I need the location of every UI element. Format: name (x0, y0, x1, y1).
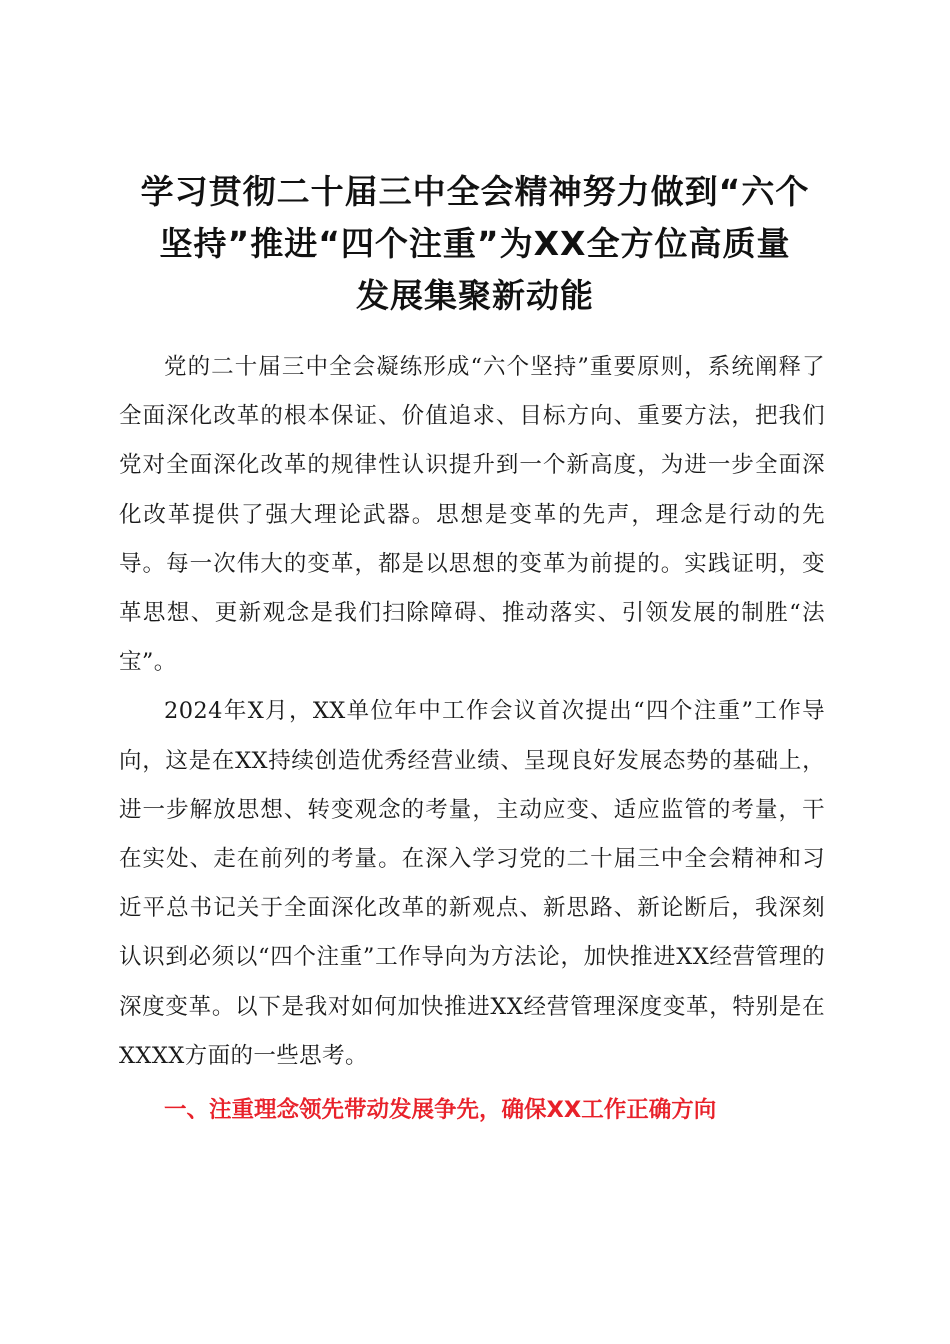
title-line-2: 坚持”推进“四个注重”为XX全方位高质量 (159, 224, 791, 263)
section-heading-1: 一、注重理念领先带动发展争先，确保XX工作正确方向 (164, 1097, 717, 1123)
document-title (110, 166, 840, 322)
title-line-3: 发展集聚新动能 (356, 276, 594, 315)
paragraph-context: 2024年X月，XX单位年中工作会议首次提出“四个注重”工作导向，这是在XX持续创造优秀经营业绩、呈现良好发展态势的基础上，进一步解放思想、转变观念的考量，主动应变、适应监管的考量，干在实处、走在前列的考量。在深入学习党的二十届三中全会精神和习近平总书记关于全面深化改革的新观点、新思路、新论断后，我深刻认识到必须以“四个注重”工作导向为方法论，加快推进XX经营管理的深度变革。以下是我对如何加快推进XX经营管理深度变革，特别是在XXXX方面的一些思考。 (119, 698, 825, 1069)
title-line-1: 学习贯彻二十届三中全会精神努力做到“六个 (140, 172, 810, 211)
paragraph-intro: 党的二十届三中全会凝练形成“六个坚持”重要原则，系统阐释了全面深化改革的根本保证、价值追求、目标方向、重要方法，把我们党对全面深化改革的规律性认识提升到一个新高度，为进一步全面深化改革提供了强大理论武器。思想是变革的先声，理念是行动的先导。每一次伟大的变革，都是以思想的变革为前提的。实践证明，变革思想、更新观念是我们扫除障碍、推动落实、引领发展的制胜“法宝”。 (119, 354, 825, 676)
document-body (119, 343, 825, 1081)
